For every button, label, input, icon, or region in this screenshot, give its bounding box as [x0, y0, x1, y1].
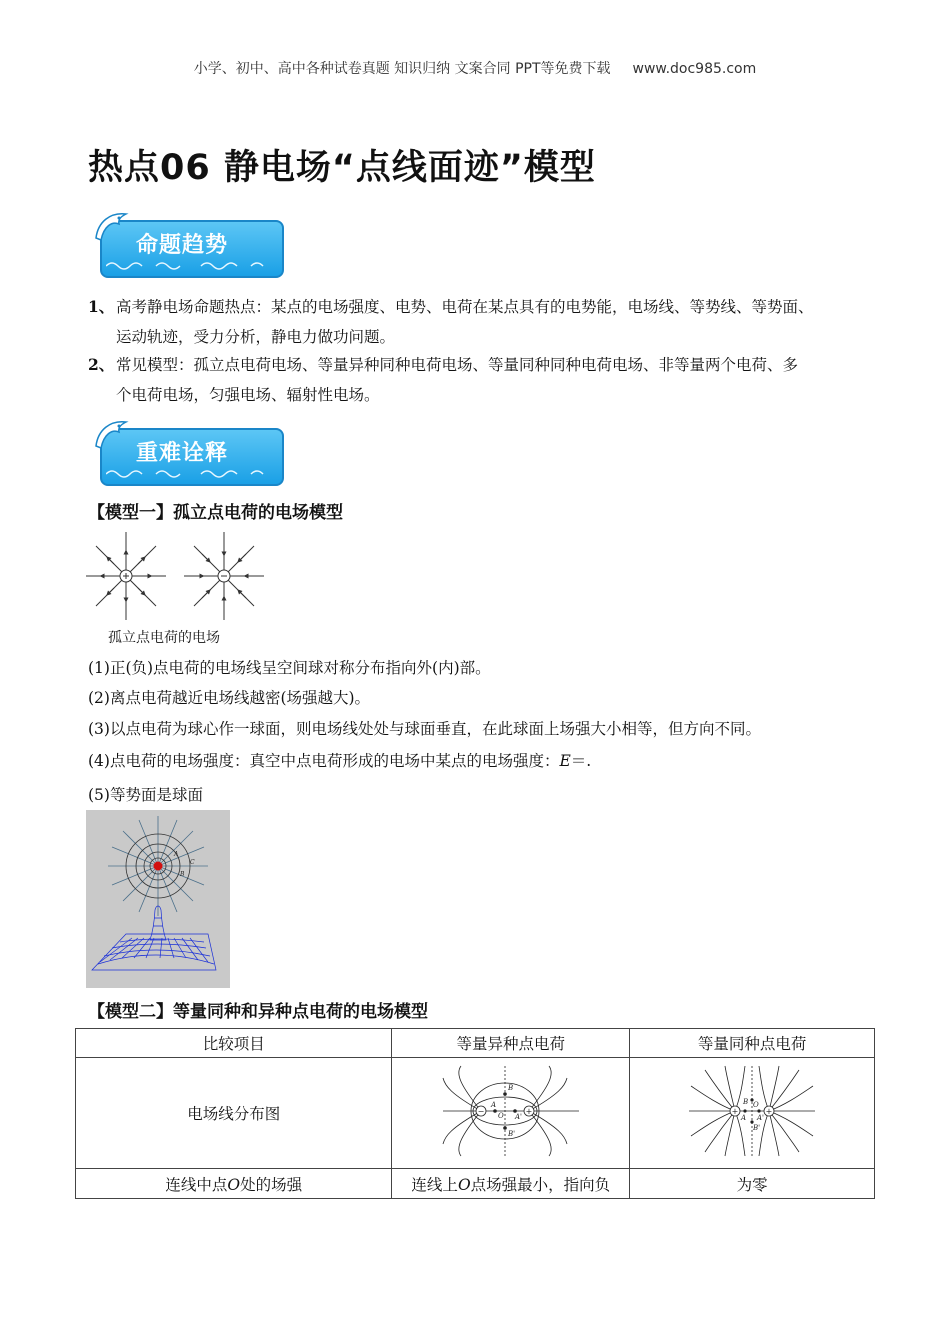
label-b-prime: B' — [753, 1124, 761, 1132]
plus-sign: + — [525, 1107, 533, 1116]
header-cell: 等量同种点电荷 — [630, 1029, 875, 1058]
item-text-line1: 常见模型：孤立点电荷电场、等量异种同种电荷电场、等量同种同种电荷电场、非等量两个电荷、多 — [116, 356, 799, 374]
figure-caption: 孤立点电荷的电场 — [108, 630, 220, 646]
point-4-suffix: ＝. — [570, 752, 592, 770]
label-o: O — [753, 1101, 759, 1109]
plus-sign: + — [731, 1107, 739, 1116]
table-row — [76, 1058, 875, 1169]
label-a: A — [174, 851, 179, 858]
opposite-charges-diagram-cell — [392, 1058, 630, 1169]
model2-heading: 【模型二】等量同种和异种点电荷的电场模型 — [88, 1002, 428, 1022]
row-label — [76, 1169, 392, 1199]
row-label-suffix: 处的场强 — [240, 1175, 303, 1194]
point-5: (5)等势面是球面 — [88, 786, 203, 804]
minus-sign: − — [477, 1107, 485, 1116]
negative-charge-field — [184, 532, 264, 620]
model1-heading: 【模型一】孤立点电荷的电场模型 — [88, 503, 343, 523]
like-charges-diagram-cell — [630, 1058, 875, 1169]
row-label: 电场线分布图 — [76, 1058, 392, 1169]
label-o: O — [497, 1112, 504, 1120]
row-label-prefix: 连线中点 — [165, 1175, 228, 1194]
label-a: A — [741, 1114, 747, 1122]
trend-badge — [92, 208, 282, 280]
isolated-charge-diagram — [84, 530, 270, 622]
point-3: (3)以点电荷为球心作一球面，则电场线处处与球面垂直，在此球面上场强大小相等，但方向不同。 — [88, 720, 761, 738]
point-1: (1)正(负)点电荷的电场线呈空间球对称分布指向外(内)部。 — [88, 659, 491, 677]
table-row — [76, 1169, 875, 1199]
trend-item-2 — [88, 350, 798, 410]
point-4-prefix: (4)点电荷的电场强度：真空中点电荷形成的电场中某点的电场强度： — [88, 752, 560, 770]
item-number: 1、 — [88, 297, 115, 316]
header-url[interactable]: www.doc985.com — [632, 61, 757, 77]
equipotential-figure — [86, 810, 230, 988]
item-text-line2: 个电荷电场，匀强电场、辐射性电场。 — [116, 386, 380, 404]
header-text: 小学、初中、高中各种试卷真题 知识归纳 文案合同 PPT等免费下载 — [193, 61, 611, 77]
header-cell: 等量异种点电荷 — [392, 1029, 630, 1058]
cell-suffix: 点场强最小，指向负 — [470, 1175, 611, 1194]
point-charge — [154, 862, 163, 871]
badge-label: 命题趋势 — [136, 233, 229, 258]
label-b-prime: B' — [507, 1130, 515, 1138]
badge-label: 重难诠释 — [136, 441, 229, 466]
item-text-line1: 高考静电场命题热点：某点的电场强度、电势、电荷在某点具有的电势能，电场线、等势线、等势面、 — [116, 298, 814, 316]
point-2: (2)离点电荷越近电场线越密(场强越大)。 — [88, 689, 371, 707]
comparison-table — [75, 1028, 875, 1199]
label-b: B — [180, 871, 185, 878]
item-text-line2: 运动轨迹，受力分析，静电力做功问题。 — [116, 328, 396, 346]
label-b: B — [743, 1098, 749, 1106]
label-a: A — [490, 1101, 496, 1109]
label-b: B — [507, 1084, 513, 1092]
cell-prefix: 连线上 — [411, 1175, 458, 1194]
opposite-charges-diagram — [441, 1064, 581, 1158]
positive-charge-field — [86, 532, 166, 620]
trend-item-1 — [88, 292, 814, 352]
like-charges-cell: 为零 — [630, 1169, 875, 1199]
wave-decoration — [106, 260, 276, 270]
site-header — [0, 58, 950, 78]
wave-decoration — [106, 468, 276, 478]
point-symbol: O — [457, 1175, 471, 1194]
point-4 — [88, 749, 591, 771]
field-symbol: E — [559, 752, 571, 770]
item-number: 2、 — [88, 355, 115, 374]
opposite-charges-cell — [392, 1169, 630, 1199]
like-charges-diagram — [687, 1064, 817, 1158]
point-symbol: O — [227, 1175, 241, 1194]
dolphin-icon — [92, 416, 132, 456]
label-a-prime: A' — [514, 1113, 522, 1121]
label-c: C — [190, 859, 195, 866]
table-header-row — [76, 1029, 875, 1058]
dolphin-icon — [92, 208, 132, 248]
explain-badge — [92, 416, 282, 488]
plus-sign: + — [765, 1107, 773, 1116]
page-title: 热点06 静电场“点线面迹”模型 — [88, 148, 596, 188]
header-cell: 比较项目 — [76, 1029, 392, 1058]
label-a-prime: A' — [757, 1114, 765, 1122]
